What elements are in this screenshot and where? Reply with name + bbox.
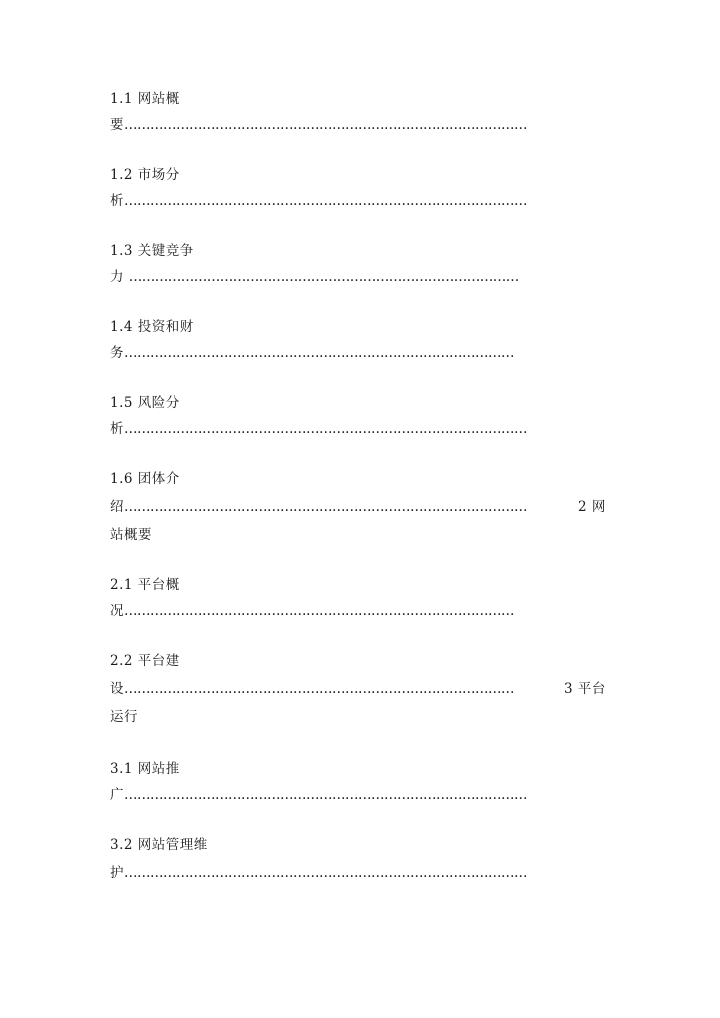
toc-next-section-cont[interactable]: 站概要	[110, 527, 152, 543]
toc-entry-1-2-title[interactable]	[110, 166, 180, 184]
toc-next-section-cont[interactable]: 运行	[110, 709, 138, 725]
toc-number: 3.2	[110, 837, 133, 853]
toc-entry-2-2-title[interactable]	[110, 652, 180, 670]
toc-entry-3-2-title[interactable]	[110, 836, 208, 854]
toc-title: 网站概	[137, 91, 180, 107]
toc-number: 1.3	[110, 243, 133, 259]
leader-dots: ………………………………………………………………………………	[124, 345, 514, 361]
toc-entry-1-4-title[interactable]	[110, 318, 194, 336]
toc-title-cont: 护	[110, 865, 124, 881]
toc-title: 市场分	[137, 167, 180, 183]
leader-dots: …………………………………………………………………………………	[124, 421, 527, 437]
toc-title: 网站管理维	[137, 837, 208, 853]
toc-entry-2-1-leader[interactable]	[110, 602, 514, 620]
toc-number: 1.2	[110, 167, 133, 183]
toc-entry-1-5-leader[interactable]	[110, 420, 527, 438]
toc-entry-1-3-title[interactable]	[110, 242, 194, 260]
toc-entry-1-1-leader[interactable]	[110, 116, 527, 134]
toc-title-cont: 广	[110, 787, 124, 803]
leader-dots: ………………………………………………………………………………	[124, 681, 514, 697]
leader-dots: …………………………………………………………………………………	[124, 117, 527, 133]
leader-dots: ………………………………………………………………………………	[124, 603, 514, 619]
toc-entry-3-2-leader[interactable]	[110, 864, 527, 882]
toc-title-cont: 要	[110, 117, 124, 133]
toc-title-cont: 务	[110, 345, 124, 361]
leader-dots: …………………………………………………………………………………	[124, 499, 527, 515]
toc-entry-3-1-title[interactable]	[110, 760, 180, 778]
leader-dots: ………………………………………………………………………………	[128, 269, 519, 285]
toc-entry-1-4-leader[interactable]	[110, 344, 514, 362]
toc-entry-1-1-title[interactable]	[110, 90, 180, 108]
toc-entry-1-5-title[interactable]	[110, 394, 180, 412]
toc-title-cont: 析	[110, 421, 124, 437]
toc-entry-1-6-title[interactable]	[110, 470, 180, 488]
toc-number: 3.1	[110, 761, 133, 777]
leader-dots: …………………………………………………………………………………	[124, 865, 527, 881]
leader-dots: …………………………………………………………………………………	[124, 787, 527, 803]
toc-next-section-head[interactable]: 3 平台	[564, 681, 606, 697]
toc-title-cont: 析	[110, 193, 124, 209]
toc-number: 1.4	[110, 319, 133, 335]
toc-entry-1-6-leader[interactable]	[110, 498, 527, 516]
toc-number: 2.2	[110, 653, 133, 669]
toc-title: 网站推	[137, 761, 180, 777]
toc-title-cont: 况	[110, 603, 124, 619]
toc-number: 1.5	[110, 395, 133, 411]
toc-entry-1-3-leader[interactable]	[110, 268, 519, 286]
toc-entry-3-1-leader[interactable]	[110, 786, 527, 804]
toc-title: 团体介	[137, 471, 180, 487]
toc-number: 1.1	[110, 91, 133, 107]
toc-title-cont: 绍	[110, 499, 124, 515]
toc-title: 关键竞争	[137, 243, 194, 259]
toc-title-cont: 设	[110, 681, 124, 697]
toc-entry-2-1-title[interactable]	[110, 576, 180, 594]
toc-title: 平台概	[137, 577, 180, 593]
toc-entry-1-2-leader[interactable]	[110, 192, 527, 210]
toc-title-cont: 力	[110, 269, 124, 285]
toc-number: 2.1	[110, 577, 133, 593]
toc-number: 1.6	[110, 471, 133, 487]
toc-title: 投资和财	[137, 319, 194, 335]
toc-next-section-head[interactable]: 2 网	[578, 499, 606, 515]
toc-title: 风险分	[137, 395, 180, 411]
leader-dots: …………………………………………………………………………………	[124, 193, 527, 209]
toc-title: 平台建	[137, 653, 180, 669]
toc-entry-2-2-leader[interactable]	[110, 680, 514, 698]
